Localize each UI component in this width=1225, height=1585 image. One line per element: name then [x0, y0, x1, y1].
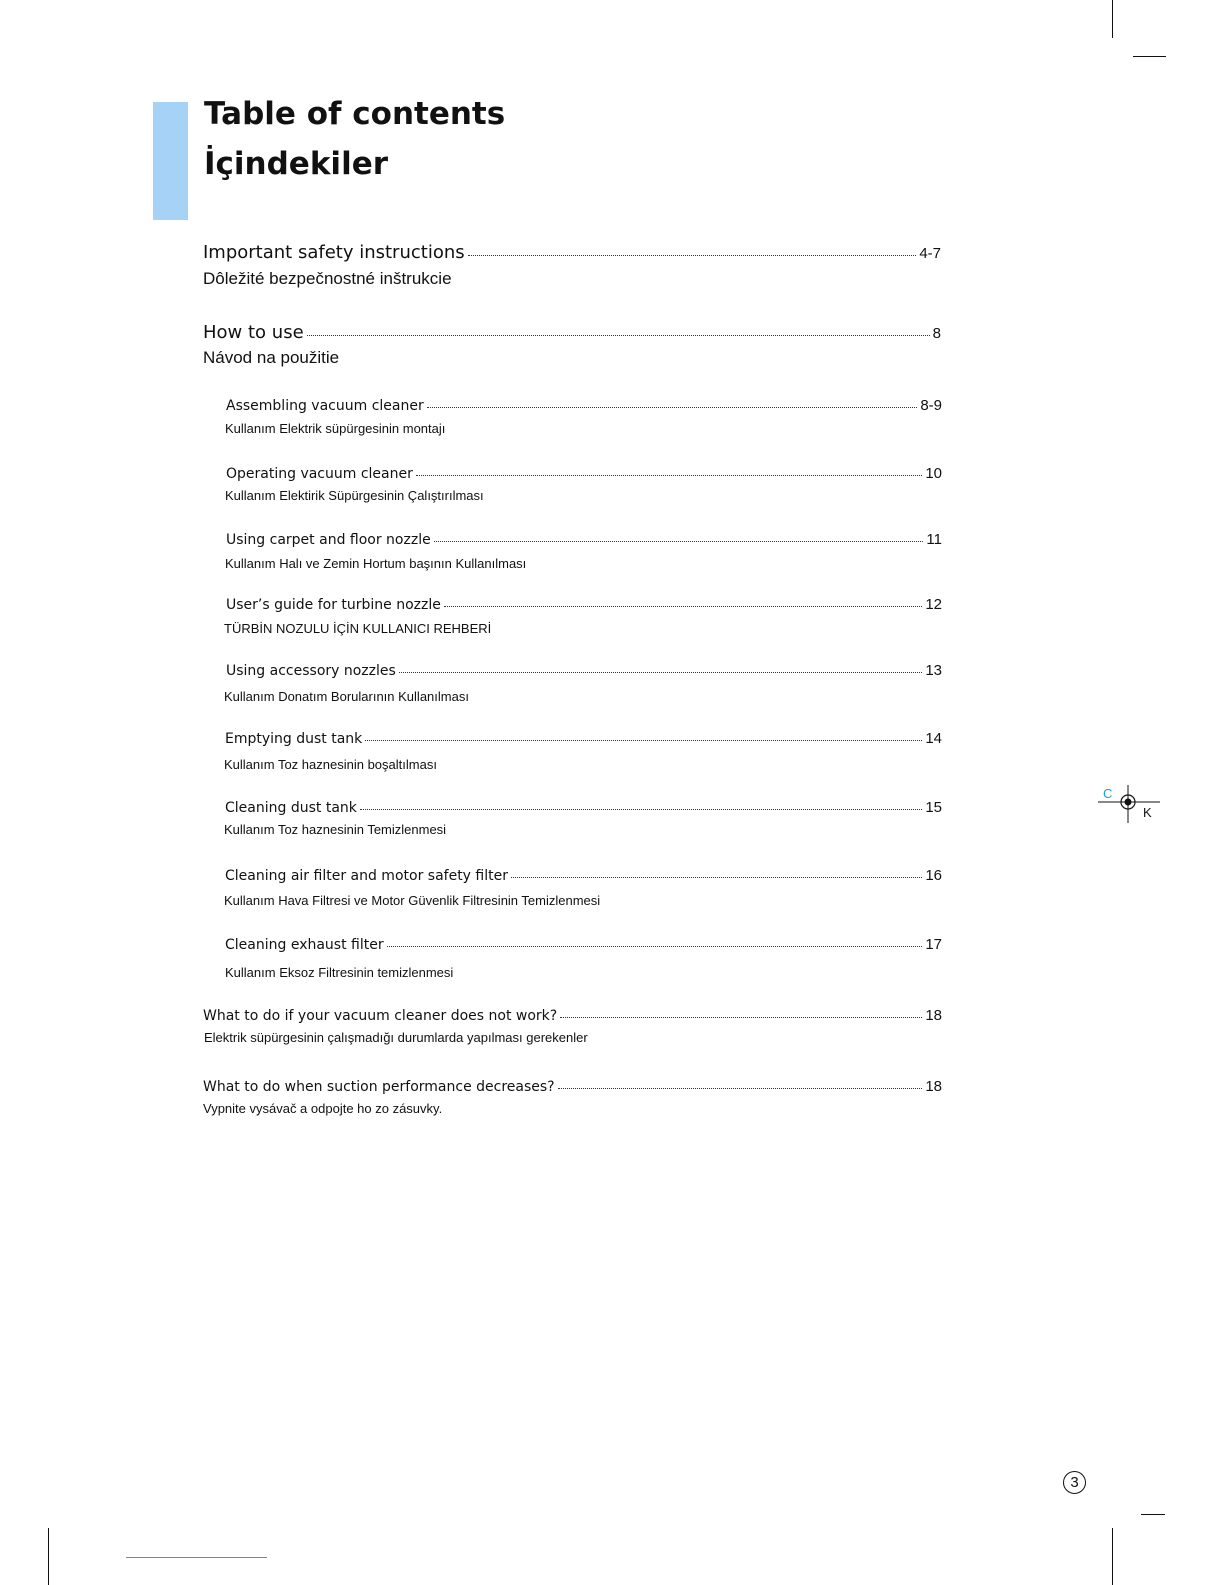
leader-dots [365, 739, 922, 741]
toc-entry-subtitle: Vypnite vysávač a odpojte ho zo zásuvky. [203, 1101, 443, 1116]
toc-entry-exhaust-filter[interactable] [225, 936, 942, 953]
registration-label-k: K [1143, 805, 1152, 820]
leader-dots [360, 808, 922, 810]
leader-dots [468, 254, 917, 256]
toc-entry-label: User’s guide for turbine nozzle [226, 597, 441, 613]
leader-dots [444, 605, 922, 607]
footer-blue-line [126, 1557, 267, 1558]
leader-dots [387, 945, 923, 947]
leader-dots [560, 1016, 922, 1018]
toc-entry-page: 17 [925, 936, 942, 953]
leader-dots [399, 671, 923, 673]
page-number: 3 [1063, 1471, 1086, 1494]
page-title-tr: İçindekiler [204, 146, 389, 182]
toc-entry-page: 18 [925, 1007, 942, 1024]
toc-entry-air-filter[interactable] [225, 867, 942, 884]
toc-entry-page: 18 [925, 1078, 942, 1095]
toc-entry-label: Emptying dust tank [225, 731, 363, 747]
toc-entry-page: 16 [925, 867, 942, 884]
leader-dots [307, 334, 930, 336]
leader-dots [427, 406, 918, 408]
toc-entry-page: 8 [932, 325, 941, 342]
toc-entry-subtitle: Kullanım Toz haznesinin boşaltılması [224, 757, 437, 772]
toc-entry-label: Operating vacuum cleaner [226, 466, 413, 482]
toc-entry-page: 11 [926, 531, 942, 548]
toc-entry-accessory-nozzles[interactable] [226, 662, 942, 679]
toc-entry-label: Important safety instructions [203, 242, 465, 263]
toc-entry-page: 4-7 [919, 245, 941, 262]
registration-label-c: C [1103, 786, 1113, 801]
toc-entry-label: Using accessory nozzles [226, 663, 396, 679]
crop-mark-top-right-vertical [1112, 0, 1113, 38]
toc-entry-emptying-dust-tank[interactable] [225, 730, 942, 747]
toc-entry-subtitle: Elektrik süpürgesinin çalışmadığı durumlarda yapılması gerekenler [204, 1030, 588, 1045]
toc-entry-carpet-nozzle[interactable] [226, 531, 942, 548]
toc-entry-page: 8-9 [920, 397, 942, 414]
toc-entry-operating[interactable] [226, 465, 942, 482]
toc-entry-label: What to do when suction performance decreases? [203, 1079, 555, 1095]
crop-mark-bottom-right-horizontal [1141, 1514, 1165, 1515]
toc-entry-safety[interactable] [203, 242, 941, 263]
crop-mark-bottom-left-vertical [48, 1528, 49, 1585]
toc-entry-turbine-nozzle[interactable] [226, 596, 942, 613]
leader-dots [511, 876, 922, 878]
toc-entry-not-work[interactable] [203, 1007, 942, 1024]
toc-entry-subtitle: Kullanım Donatım Borularının Kullanılması [224, 689, 469, 704]
toc-entry-subtitle: Kullanım Eksoz Filtresinin temizlenmesi [225, 965, 454, 980]
toc-entry-cleaning-dust-tank[interactable] [225, 799, 942, 816]
toc-entry-page: 15 [925, 799, 942, 816]
toc-entry-label: Assembling vacuum cleaner [226, 398, 424, 414]
toc-entry-label: Cleaning dust tank [225, 800, 357, 816]
heading-accent-bar [153, 102, 188, 220]
leader-dots [434, 540, 924, 542]
leader-dots [558, 1087, 923, 1089]
toc-entry-subtitle: Návod na použitie [203, 348, 340, 367]
toc-entry-how-to-use[interactable] [203, 322, 941, 343]
crop-mark-bottom-right-vertical [1112, 1528, 1113, 1585]
crop-mark-top-right-horizontal [1133, 56, 1166, 57]
toc-entry-subtitle: Kullanım Hava Filtresi ve Motor Güvenlik Filtresinin Temizlenmesi [224, 893, 601, 908]
toc-entry-suction[interactable] [203, 1078, 942, 1095]
toc-entry-label: Cleaning air filter and motor safety filter [225, 868, 508, 884]
leader-dots [416, 474, 922, 476]
toc-entry-label: How to use [203, 322, 304, 343]
toc-entry-subtitle: Kullanım Elektirik Süpürgesinin Çalıştırılması [225, 488, 484, 503]
toc-entry-subtitle: Kullanım Elektrik süpürgesinin montajı [225, 421, 446, 436]
toc-entry-assembling[interactable] [226, 397, 942, 414]
toc-entry-label: Cleaning exhaust filter [225, 937, 384, 953]
toc-entry-subtitle: Dôležité bezpečnostné inštrukcie [203, 269, 452, 288]
page-title-en: Table of contents [204, 96, 506, 132]
toc-entry-label: What to do if your vacuum cleaner does not work? [203, 1008, 558, 1024]
toc-entry-subtitle: Kullanım Halı ve Zemin Hortum başının Kullanılması [225, 556, 527, 571]
toc-entry-page: 13 [925, 662, 942, 679]
toc-entry-page: 12 [925, 596, 942, 613]
toc-entry-label: Using carpet and floor nozzle [226, 532, 431, 548]
toc-entry-subtitle: TÜRBİN NOZULU İÇİN KULLANICI REHBERİ [224, 621, 492, 636]
toc-entry-page: 14 [925, 730, 942, 747]
toc-entry-page: 10 [925, 465, 942, 482]
toc-entry-subtitle: Kullanım Toz haznesinin Temizlenmesi [224, 822, 447, 837]
